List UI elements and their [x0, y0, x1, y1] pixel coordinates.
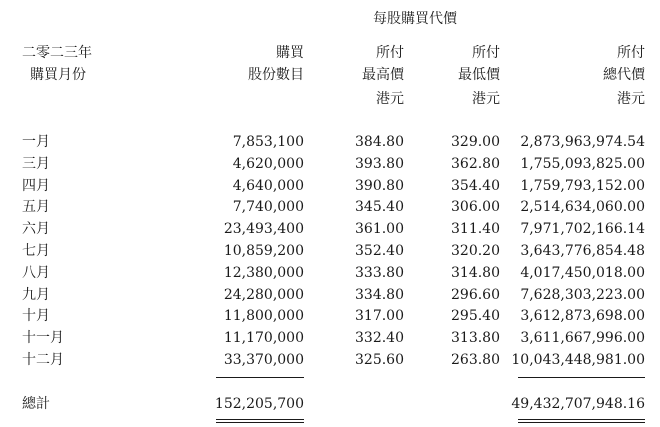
row-high-price: 334.80 [355, 287, 404, 303]
row-high-price: 361.00 [355, 221, 404, 237]
row-month: 九月 [22, 287, 50, 303]
row-month: 十二月 [22, 352, 64, 368]
subtotal-rule-shares [216, 377, 304, 378]
row-high-price: 384.80 [355, 134, 404, 150]
row-low-price: 354.40 [451, 178, 500, 194]
row-high-price: 332.40 [355, 330, 404, 346]
row-shares: 12,380,000 [223, 265, 304, 281]
row-low-price: 313.80 [451, 330, 500, 346]
row-total-consideration: 2,873,963,974.54 [520, 134, 645, 150]
row-shares: 4,620,000 [232, 156, 304, 172]
row-shares: 7,740,000 [232, 199, 304, 215]
row-high-price: 352.40 [355, 243, 404, 259]
row-total-consideration: 3,612,873,698.00 [520, 308, 645, 324]
totals-total: 49,432,707,948.16 [511, 396, 645, 412]
row-month: 十月 [22, 308, 50, 324]
row-month: 六月 [22, 221, 50, 237]
row-total-consideration: 10,043,448,981.00 [511, 352, 645, 368]
row-month: 十一月 [22, 330, 64, 346]
total-double-rule-shares-2 [216, 422, 304, 423]
row-low-price: 311.40 [451, 221, 500, 237]
totals-shares: 152,205,700 [214, 396, 304, 412]
row-total-consideration: 1,759,793,152.00 [520, 178, 645, 194]
row-month: 七月 [22, 243, 50, 259]
group-header: 每股購買代價 [373, 11, 457, 27]
row-month: 一月 [22, 134, 50, 150]
row-shares: 33,370,000 [223, 352, 304, 368]
header-lowest-line1: 所付 [472, 45, 500, 61]
row-month: 三月 [22, 156, 50, 172]
row-shares: 10,859,200 [223, 243, 304, 259]
header-period-line1: 二零二三年 [22, 45, 92, 61]
row-total-consideration: 3,611,667,996.00 [520, 330, 645, 346]
row-month: 八月 [22, 265, 50, 281]
row-shares: 4,640,000 [232, 178, 304, 194]
row-shares: 24,280,000 [223, 287, 304, 303]
total-double-rule-shares-1 [216, 419, 304, 420]
header-period-line2: 購買月份 [30, 67, 86, 83]
subtotal-rule-total [518, 377, 645, 378]
header-shares-line1: 購買 [276, 45, 304, 61]
header-lowest-unit: 港元 [472, 91, 500, 107]
row-month: 五月 [22, 199, 50, 215]
row-total-consideration: 2,514,634,060.00 [520, 199, 645, 215]
row-high-price: 325.60 [355, 352, 404, 368]
total-double-rule-total-2 [518, 422, 645, 423]
row-shares: 23,493,400 [223, 221, 304, 237]
header-highest-line1: 所付 [376, 45, 404, 61]
row-low-price: 362.80 [451, 156, 500, 172]
row-total-consideration: 7,628,303,223.00 [520, 287, 645, 303]
row-high-price: 345.40 [355, 199, 404, 215]
header-total-line2: 總代價 [603, 67, 645, 83]
header-highest-line2: 最高價 [362, 67, 404, 83]
row-total-consideration: 4,017,450,018.00 [520, 265, 645, 281]
row-low-price: 296.60 [451, 287, 500, 303]
header-lowest-line2: 最低價 [458, 67, 500, 83]
row-low-price: 263.80 [451, 352, 500, 368]
row-high-price: 317.00 [355, 308, 404, 324]
row-total-consideration: 3,643,776,854.48 [520, 243, 645, 259]
row-total-consideration: 1,755,093,825.00 [520, 156, 645, 172]
header-total-line1: 所付 [617, 45, 645, 61]
header-shares-line2: 股份數目 [248, 67, 304, 83]
row-low-price: 329.00 [451, 134, 500, 150]
row-low-price: 314.80 [451, 265, 500, 281]
row-low-price: 320.20 [451, 243, 500, 259]
row-shares: 7,853,100 [232, 134, 304, 150]
row-high-price: 393.80 [355, 156, 404, 172]
row-high-price: 390.80 [355, 178, 404, 194]
totals-label: 總計 [22, 396, 50, 412]
total-double-rule-total-1 [518, 419, 645, 420]
row-shares: 11,800,000 [223, 308, 304, 324]
row-low-price: 295.40 [451, 308, 500, 324]
header-highest-unit: 港元 [376, 91, 404, 107]
row-shares: 11,170,000 [223, 330, 304, 346]
row-total-consideration: 7,971,702,166.14 [520, 221, 645, 237]
header-total-unit: 港元 [617, 91, 645, 107]
row-high-price: 333.80 [355, 265, 404, 281]
row-month: 四月 [22, 178, 50, 194]
row-low-price: 306.00 [451, 199, 500, 215]
